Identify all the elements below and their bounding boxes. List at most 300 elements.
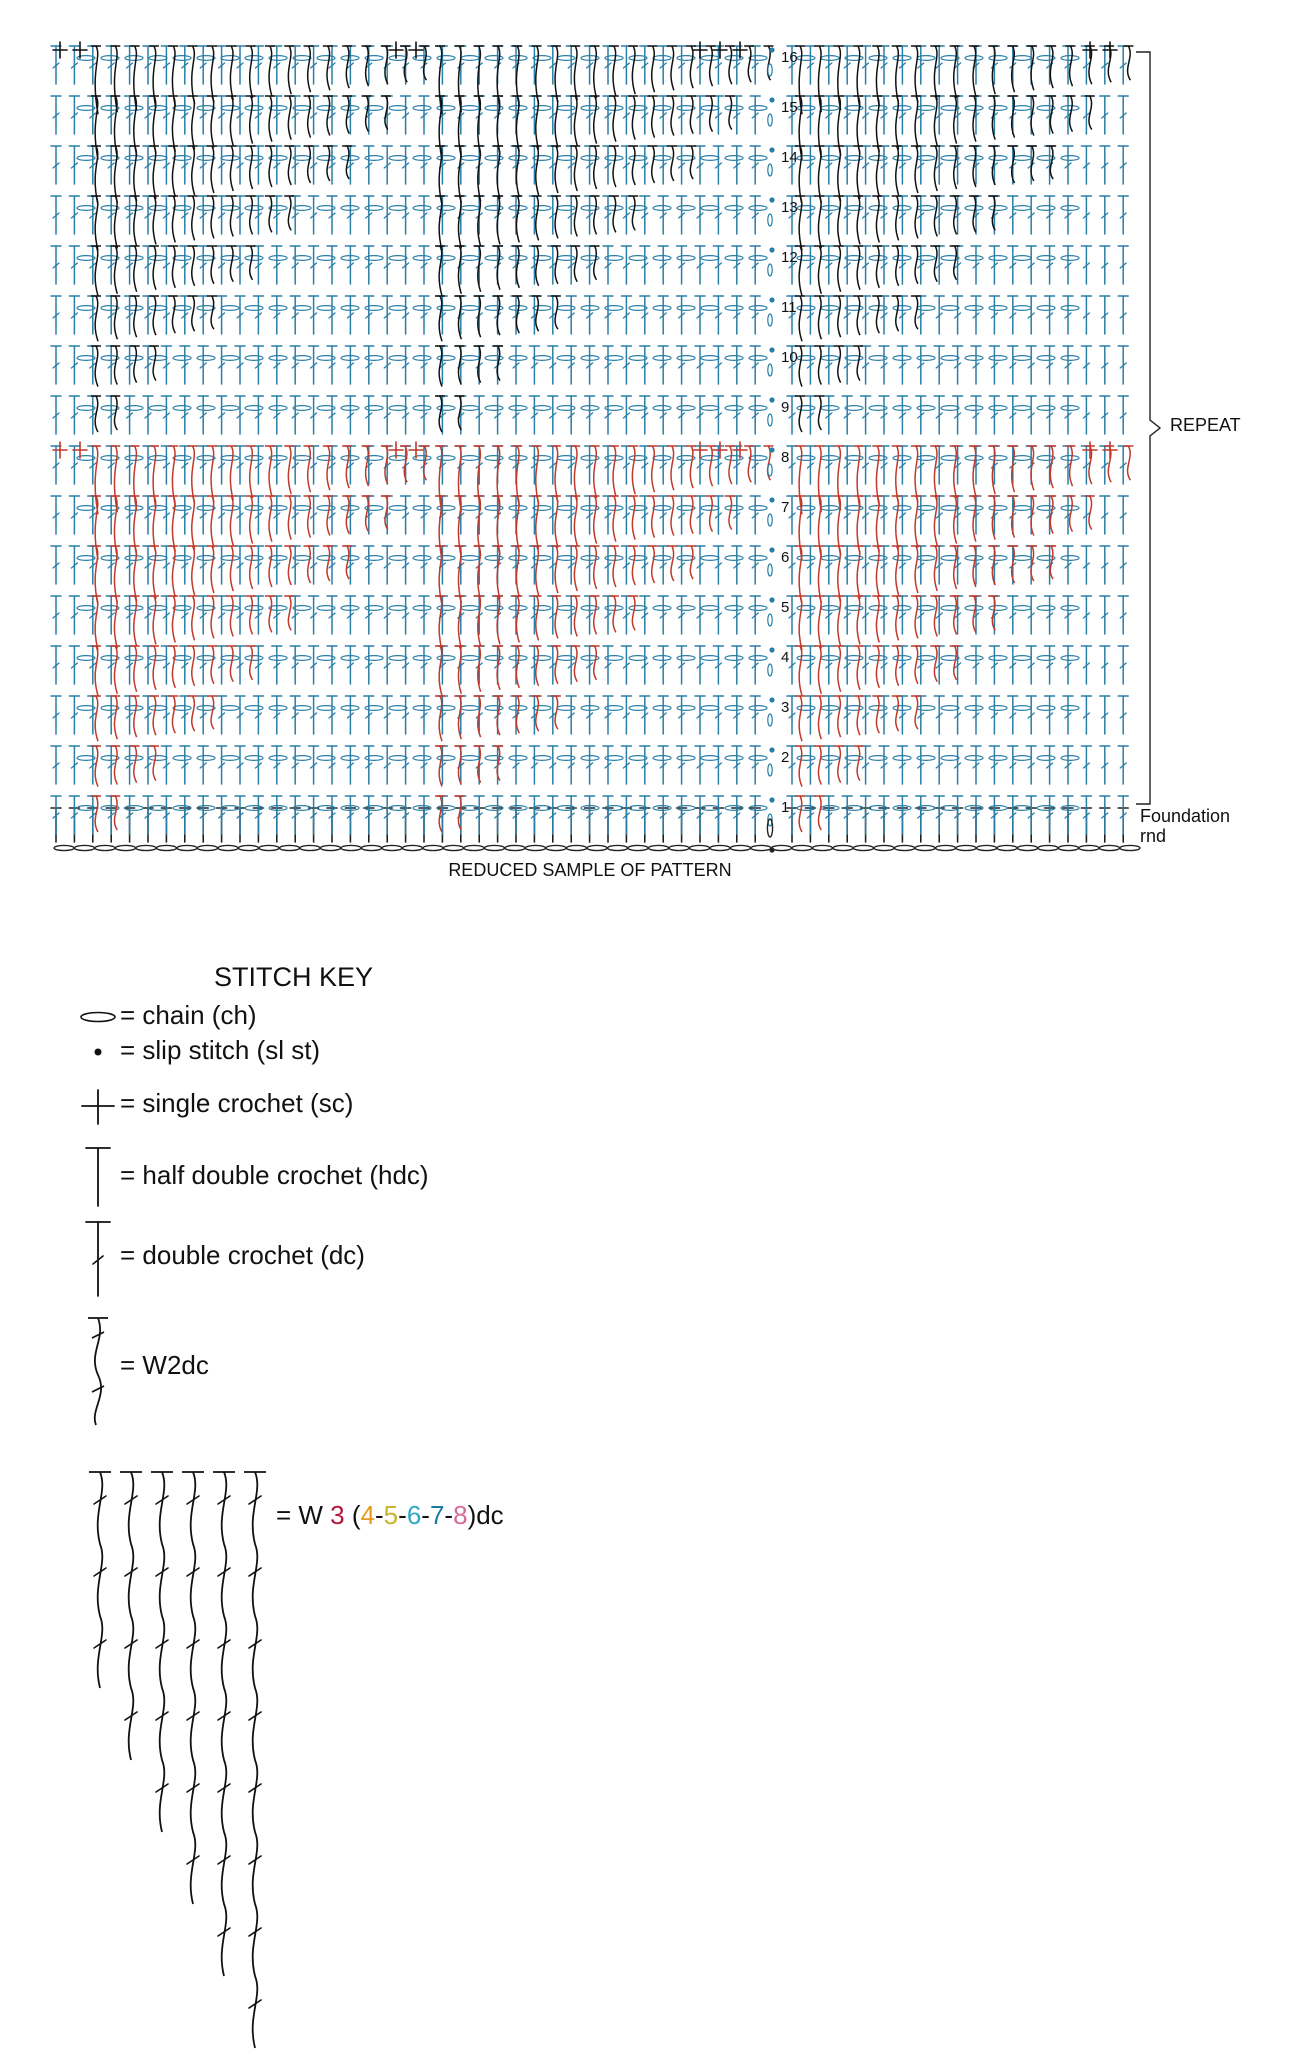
chain-stitch (437, 656, 455, 661)
chain-stitch (125, 56, 143, 61)
chain-stitch (245, 56, 263, 61)
w-dc-stitch (226, 46, 236, 100)
chain-stitch (533, 206, 551, 211)
chain-stitch (653, 206, 671, 211)
w-dc-stitch (168, 696, 178, 733)
slip-stitch (769, 647, 774, 652)
foundation-chain (567, 845, 587, 850)
turning-chain (768, 414, 772, 426)
w-dc-stitch (532, 596, 542, 640)
chain-stitch (917, 356, 935, 361)
w-dc-stitch (648, 446, 658, 492)
chain-stitch (437, 556, 455, 561)
foundation-chain (997, 845, 1017, 850)
w-dc-stitch (454, 496, 464, 558)
w-dc-stitch (988, 46, 998, 94)
w-dc-stitch (686, 496, 696, 534)
foundation-chain (136, 845, 156, 850)
foundation-chain (649, 845, 669, 850)
w-dc-stitch (188, 196, 198, 240)
chain-stitch (125, 456, 143, 461)
chain-stitch (461, 306, 479, 311)
chain-stitch (389, 556, 407, 561)
w-dc-stitch (188, 496, 198, 550)
chain-stitch (965, 406, 983, 411)
chain-stitch (125, 506, 143, 511)
w-dc-stitch (705, 496, 715, 532)
chain-stitch (821, 456, 839, 461)
chain-stitch (749, 606, 767, 611)
chain-stitch (365, 706, 383, 711)
foundation-chain (259, 845, 279, 850)
w-dc-stitch (361, 46, 371, 86)
chain-stitch (485, 656, 503, 661)
chain-stitch (1013, 456, 1031, 461)
round-number: 14 (781, 149, 798, 166)
chain-stitch (965, 456, 983, 461)
w-dc-stitch (872, 496, 882, 552)
chain-stitch (533, 456, 551, 461)
chain-stitch (677, 656, 695, 661)
chain-stitch (821, 506, 839, 511)
chain-stitch (509, 756, 527, 761)
chain-stitch (797, 156, 815, 161)
w-dc-stitch (628, 546, 638, 585)
w-dc-stitch (648, 46, 658, 92)
chain-stitch (365, 606, 383, 611)
chain-stitch (989, 556, 1007, 561)
w-dc-stitch (130, 296, 140, 337)
chain-stitch (437, 256, 455, 261)
chain-stitch (989, 156, 1007, 161)
w-dc-stitch (168, 196, 178, 242)
chain-stitch (533, 706, 551, 711)
chain-stitch (221, 206, 239, 211)
round-number: 5 (781, 599, 790, 616)
chain-stitch (533, 506, 551, 511)
w-dc-stitch (872, 246, 882, 288)
w-dc-stitch (168, 46, 178, 106)
w-dc-stitch (226, 246, 236, 282)
w-dc-stitch (435, 696, 445, 741)
chain-stitch (197, 56, 215, 61)
w-dc-stitch (265, 446, 275, 496)
chain-stitch (461, 506, 479, 511)
slip-stitch (769, 47, 774, 52)
chain-stitch (1013, 206, 1031, 211)
chain-stitch (149, 656, 167, 661)
chain-stitch (557, 756, 575, 761)
chain-stitch (653, 106, 671, 111)
w-dc-stitch (168, 96, 178, 152)
chain-stitch (1013, 656, 1031, 661)
w-dc-stitch (207, 296, 217, 329)
chain-stitch (653, 606, 671, 611)
chain-stitch (149, 556, 167, 561)
chain-stitch (173, 56, 191, 61)
chain-stitch (749, 56, 767, 61)
chain-stitch (725, 306, 743, 311)
chain-stitch (725, 406, 743, 411)
chain-stitch (413, 756, 431, 761)
chain-stitch (677, 606, 695, 611)
w-dc-stitch (872, 146, 882, 197)
w-dc-stitch (207, 646, 217, 684)
w-dc-stitch (246, 546, 256, 589)
w-dc-stitch (149, 696, 159, 735)
w-dc-stitch (911, 496, 921, 548)
chain-stitch (557, 356, 575, 361)
chain-stitch (245, 406, 263, 411)
chain-stitch (533, 556, 551, 561)
w-dc-stitch (226, 446, 236, 500)
chain-stitch (797, 506, 815, 511)
w-dc-stitch (226, 646, 236, 682)
w-dc-stitch (667, 46, 677, 90)
foundation-chain (690, 845, 710, 850)
w-dc-stitch (168, 546, 178, 597)
chain-stitch (1061, 606, 1079, 611)
chain-stitch (677, 306, 695, 311)
w-dc-stitch (667, 446, 677, 490)
chain-stitch (173, 656, 191, 661)
foundation-join-chain (767, 819, 772, 837)
w-dc-stitch (149, 546, 159, 599)
chart-caption: REDUCED SAMPLE OF PATTERN (448, 860, 732, 880)
chain-stitch (701, 456, 719, 461)
w-dc-stitch (590, 546, 600, 589)
chain-stitch (749, 406, 767, 411)
foundation-chain (977, 845, 997, 850)
chain-stitch (413, 256, 431, 261)
foundation-slip-stitch (769, 847, 774, 852)
w-dc-stitch (834, 696, 844, 737)
chain-stitch (1061, 656, 1079, 661)
w-dc-stitch (892, 246, 902, 286)
w-dc-stitch (795, 696, 805, 741)
chain-stitch (677, 356, 695, 361)
chain-stitch (917, 156, 935, 161)
foundation-chain (403, 845, 423, 850)
w-dc-stitch (454, 646, 464, 694)
chain-stitch (797, 406, 815, 411)
w-dc-stitch (454, 596, 464, 648)
chain-stitch (437, 756, 455, 761)
chain-stitch (365, 656, 383, 661)
w-dc-stitch (911, 146, 921, 193)
chain-stitch (125, 306, 143, 311)
chain-stitch (1013, 106, 1031, 111)
w-dc-stitch (814, 96, 824, 158)
w-dc-stitch (834, 746, 844, 783)
w-dc-stitch (969, 446, 979, 496)
chain-stitch (557, 256, 575, 261)
chain-stitch (197, 456, 215, 461)
w-dc-stitch (149, 246, 159, 290)
chain-stitch (701, 606, 719, 611)
w-dc-stitch (969, 46, 979, 96)
chain-stitch (797, 456, 815, 461)
chain-stitch (701, 56, 719, 61)
chain-stitch (653, 406, 671, 411)
chain-stitch (461, 106, 479, 111)
chain-stitch (989, 206, 1007, 211)
chain-stitch (749, 556, 767, 561)
w-dc-stitch (892, 496, 902, 550)
chain-stitch (149, 306, 167, 311)
chain-stitch (173, 756, 191, 761)
chain-stitch (749, 656, 767, 661)
w-dc-stitch (988, 146, 998, 185)
chain-stitch (797, 356, 815, 361)
chain-stitch (989, 256, 1007, 261)
chain-stitch (1013, 606, 1031, 611)
chain-stitch (1061, 306, 1079, 311)
chain-stitch (989, 656, 1007, 661)
round-number: 10 (781, 349, 798, 366)
w-dc-stitch (512, 296, 522, 333)
foundation-chain (608, 845, 628, 850)
chain-stitch (461, 656, 479, 661)
chain-stitch (221, 556, 239, 561)
foundation-chain (157, 845, 177, 850)
foundation-chain (1018, 845, 1038, 850)
chain-stitch (677, 706, 695, 711)
chain-stitch (821, 206, 839, 211)
w-dc-stitch (911, 296, 921, 329)
w-dc-stitch (853, 96, 863, 154)
w-dc-stitch (265, 496, 275, 542)
w-dc-stitch (814, 646, 824, 694)
round-number: 1 (781, 799, 790, 816)
w-dc-stitch (590, 446, 600, 498)
w-dc-stitch (892, 546, 902, 595)
chain-stitch (245, 156, 263, 161)
round-number: 8 (781, 449, 790, 466)
w-dc-stitch (969, 496, 979, 542)
slip-stitch (769, 497, 774, 502)
w-dc-stitch (609, 46, 619, 96)
w-dc-stitch (725, 496, 735, 530)
chain-stitch (797, 556, 815, 561)
chain-stitch (701, 106, 719, 111)
slip-stitch (769, 397, 774, 402)
w-dc-stitch (795, 746, 805, 787)
w-dc-stitch (284, 596, 294, 630)
chain-stitch (413, 656, 431, 661)
chain-stitch (677, 256, 695, 261)
chain-stitch (221, 56, 239, 61)
w-dc-stitch (872, 596, 882, 642)
chain-stitch (821, 606, 839, 611)
w-dc-stitch (1123, 46, 1133, 80)
chain-stitch (749, 356, 767, 361)
chain-stitch (509, 356, 527, 361)
turning-chain (768, 64, 772, 76)
w-dc-stitch (1046, 146, 1056, 179)
chain-stitch (1061, 406, 1079, 411)
foundation-chain (1100, 845, 1120, 850)
chain-stitch (461, 556, 479, 561)
chain-stitch (797, 306, 815, 311)
chain-stitch (149, 456, 167, 461)
w-dc-stitch (667, 546, 677, 581)
chain-stitch (749, 506, 767, 511)
chain-stitch (173, 206, 191, 211)
w-dc-stitch (381, 446, 391, 484)
chain-stitch (365, 206, 383, 211)
w-dc-stitch (381, 496, 391, 530)
chain-stitch (917, 706, 935, 711)
chain-stitch (1061, 506, 1079, 511)
wseq-open: ( (344, 1500, 361, 1530)
w-dc-stitch (435, 296, 445, 341)
w-dc-stitch (284, 46, 294, 94)
w-dc-stitch (226, 146, 236, 191)
slip-stitch (769, 797, 774, 802)
w-dc-stitch (872, 96, 882, 152)
w-dc-stitch (304, 46, 314, 92)
round-number: 9 (781, 399, 790, 416)
chain-stitch (221, 156, 239, 161)
chain-stitch (725, 256, 743, 261)
w-dc-stitch (532, 146, 542, 195)
wseq-5: 5 (383, 1500, 399, 1530)
w-dc-stitch (188, 246, 198, 286)
w-dc-stitch (814, 496, 824, 558)
w-dc-stitch (188, 146, 198, 195)
chain-stitch (173, 106, 191, 111)
foundation-chain (362, 845, 382, 850)
chain-stitch (533, 406, 551, 411)
chain-stitch (1013, 256, 1031, 261)
chain-stitch (1037, 306, 1055, 311)
chain-stitch (149, 156, 167, 161)
w-8dc-symbol (244, 1472, 266, 2048)
chain-stitch (749, 256, 767, 261)
chain-stitch (989, 306, 1007, 311)
chain-stitch (725, 556, 743, 561)
turning-chain (768, 464, 772, 476)
chain-stitch (173, 456, 191, 461)
chain-stitch (461, 56, 479, 61)
foundation-chain (710, 845, 730, 850)
chain-stitch (221, 356, 239, 361)
w-dc-stitch (304, 446, 314, 492)
round-number: 4 (781, 649, 790, 666)
w-dc-stitch (988, 446, 998, 494)
chain-stitch (389, 156, 407, 161)
w-dc-stitch (381, 46, 391, 84)
chain-stitch (725, 606, 743, 611)
chain-stitch (701, 356, 719, 361)
chain-stitch (821, 106, 839, 111)
chain-stitch (485, 356, 503, 361)
w-dc-stitch (246, 96, 256, 144)
chain-stitch (725, 106, 743, 111)
round-number: 12 (781, 249, 798, 266)
w-dc-stitch (149, 196, 159, 244)
w-dc-stitch (226, 496, 236, 546)
slip-stitch (769, 247, 774, 252)
foundation-chain (1120, 845, 1140, 850)
w-dc-stitch (207, 196, 217, 238)
w-dc-stitch (872, 296, 882, 333)
chain-stitch (965, 106, 983, 111)
w-dc-stitch (454, 346, 464, 385)
chain-stitch (653, 556, 671, 561)
chain-stitch (365, 556, 383, 561)
chain-stitch (797, 756, 815, 761)
w-dc-stitch (853, 596, 863, 644)
slip-stitch (769, 347, 774, 352)
foundation-chain (239, 845, 259, 850)
chain-stitch (533, 156, 551, 161)
w-dc-stitch (188, 596, 198, 640)
chain-stitch (1061, 56, 1079, 61)
foundation-chain (116, 845, 136, 850)
w-7dc-symbol (213, 1472, 235, 1976)
chain-stitch (725, 656, 743, 661)
chain-stitch (389, 256, 407, 261)
chain-stitch (965, 506, 983, 511)
w-dc-stitch (168, 296, 178, 333)
w-dc-stitch (911, 696, 921, 729)
w-dc-stitch (872, 646, 882, 688)
key-chain-label: = chain (ch) (120, 1000, 257, 1030)
w-dc-stitch (246, 446, 256, 498)
chain-stitch (701, 406, 719, 411)
w-dc-stitch (814, 146, 824, 203)
chain-stitch (221, 506, 239, 511)
w-dc-stitch (1046, 496, 1056, 534)
chain-stitch (677, 756, 695, 761)
w-dc-stitch (814, 246, 824, 294)
chain-stitch (653, 506, 671, 511)
chain-stitch (653, 456, 671, 461)
key-single-crochet-label: = single crochet (sc) (120, 1088, 354, 1118)
chain-stitch (797, 56, 815, 61)
w-dc-stitch (207, 496, 217, 548)
chain-stitch (509, 406, 527, 411)
chain-stitch (989, 756, 1007, 761)
w-dc-stitch (207, 146, 217, 193)
w-dc-stitch (512, 196, 522, 242)
w-dc-stitch (284, 146, 294, 185)
chain-stitch (197, 356, 215, 361)
chain-stitch (365, 356, 383, 361)
chain-stitch (461, 606, 479, 611)
w-dc-stitch (834, 646, 844, 692)
chain-stitch (677, 206, 695, 211)
chain-stitch (389, 656, 407, 661)
w-dc-stitch (304, 146, 314, 183)
w-dc-stitch (834, 196, 844, 246)
w-dc-stitch (590, 646, 600, 680)
chain-stitch (269, 706, 287, 711)
w-dc-stitch (454, 246, 464, 294)
repeat-bracket (1136, 52, 1160, 804)
chain-stitch (461, 156, 479, 161)
slip-stitch (769, 97, 774, 102)
chain-stitch (413, 356, 431, 361)
chain-stitch (557, 656, 575, 661)
w-dc-stitch (911, 96, 921, 148)
chain-stitch (149, 606, 167, 611)
chain-stitch (653, 256, 671, 261)
chain-stitch (437, 606, 455, 611)
w-dc-stitch (512, 596, 522, 642)
